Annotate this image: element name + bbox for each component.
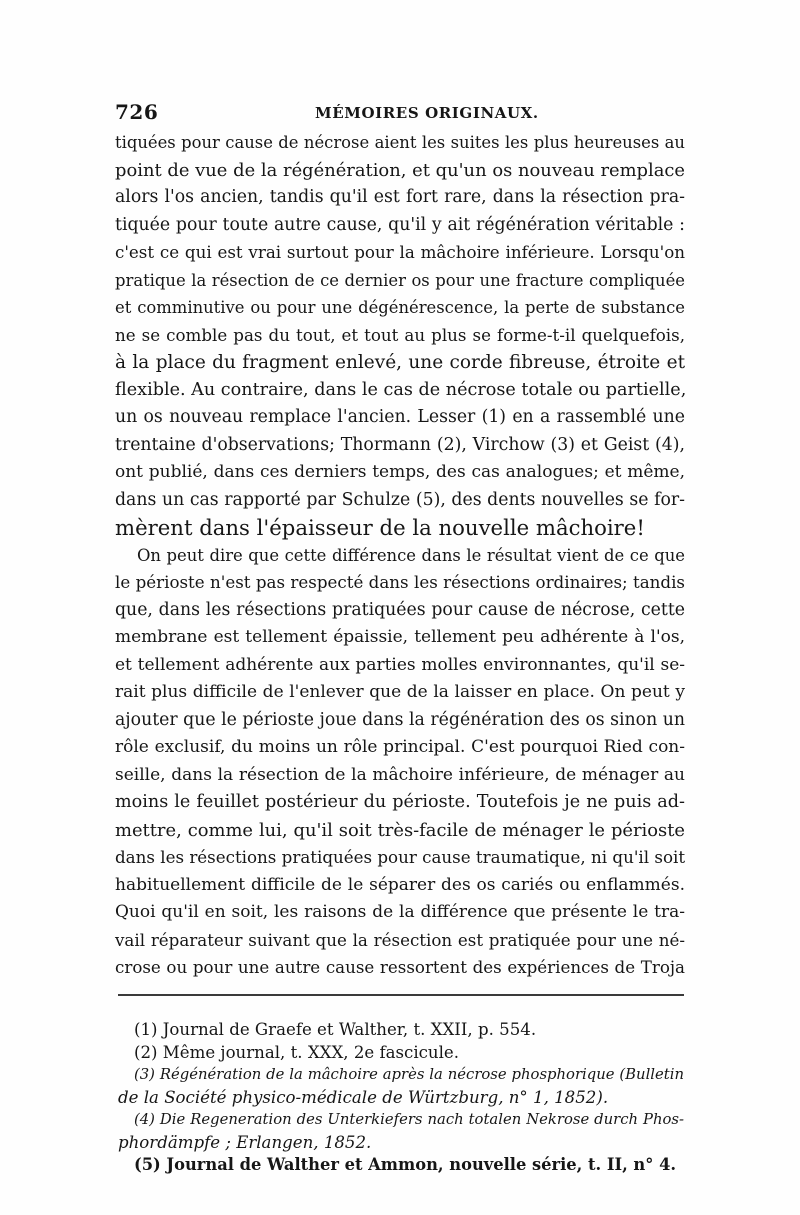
footnote-line: (2) Même journal, t. XXX, 2e fascicule.	[134, 1042, 460, 1062]
running-title: MÉMOIRES ORIGINAUX.	[315, 104, 539, 122]
body-line: moins le feuillet postérieur du périoste. Toutefois je ne puis ad-	[115, 792, 685, 812]
footnote-line: (4) Die Regeneration des Unterkiefers nach totalen Nekrose durch Phos-	[134, 1111, 684, 1128]
body-line: rôle exclusif, du moins un rôle principal. C'est pourquoi Ried con-	[115, 737, 685, 757]
body-line: pratique la résection de ce dernier os pour une fracture compliquée	[115, 270, 685, 290]
body-line: mèrent dans l'épaisseur de la nouvelle mâchoire!	[115, 515, 645, 540]
footnotes	[118, 1019, 684, 1177]
page-number: 726	[115, 100, 159, 124]
body-line: ne se comble pas du tout, et tout au plus se forme-t-il quelquefois,	[115, 324, 685, 345]
footnote-rule	[118, 994, 684, 996]
body-line: ont publié, dans ces derniers temps, des cas analogues; et même,	[115, 462, 685, 482]
body-line: membrane est tellement épaissie, tellement peu adhérente à l'os,	[115, 627, 685, 647]
body-line: mettre, comme lui, qu'il soit très-facile de ménager le périoste	[115, 819, 685, 841]
footnote-line: (3) Régénération de la mâchoire après la nécrose phosphorique (Bulletin	[134, 1066, 684, 1083]
body-line: le périoste n'est pas respecté dans les résections ordinaires; tandis	[115, 572, 685, 592]
body-line: trentaine d'observations; Thormann (2), Virchow (3) et Geist (4),	[115, 434, 685, 455]
body-line: flexible. Au contraire, dans le cas de nécrose totale ou partielle,	[115, 379, 687, 400]
body-line: alors l'os ancien, tandis qu'il est fort rare, dans la résection pra-	[115, 187, 685, 207]
footnote-line: (5) Journal de Walther et Ammon, nouvelle série, t. II, n° 4.	[134, 1155, 677, 1174]
body-line: habituellement difficile de le séparer des os cariés ou enflammés.	[115, 874, 685, 895]
page-header	[115, 100, 685, 128]
body-line: tiquée pour toute autre cause, qu'il y ait régénération véritable :	[115, 214, 685, 235]
footnote-line: (1) Journal de Graefe et Walther, t. XXII, p. 554.	[134, 1020, 537, 1039]
body-line: un os nouveau remplace l'ancien. Lesser (1) en a rassemblé une	[115, 407, 685, 427]
body-line: crose ou pour une autre cause ressortent des expériences de Troja	[115, 957, 685, 977]
footnote-line: phordämpfe ; Erlangen, 1852.	[118, 1132, 372, 1152]
footnote-line: de la Société physico-médicale de Würtzburg, n° 1, 1852).	[118, 1087, 609, 1107]
body-line: à la place du fragment enlevé, une corde fibreuse, étroite et	[115, 352, 685, 373]
body-line: dans les résections pratiquées pour cause traumatique, ni qu'il soit	[115, 847, 686, 867]
body-line: ajouter que le périoste joue dans la régénération des os sinon un	[115, 709, 685, 730]
body-line: rait plus difficile de l'enlever que de la laisser en place. On peut y	[115, 682, 685, 702]
body-line: Quoi qu'il en soit, les raisons de la différence que présente le tra-	[115, 902, 685, 922]
body-line: et tellement adhérente aux parties molles environnantes, qu'il se-	[115, 654, 685, 675]
body-line: c'est ce qui est vrai surtout pour la mâchoire inférieure. Lorsqu'on	[115, 242, 685, 262]
body-line: On peut dire que cette différence dans le résultat vient de ce que	[137, 545, 685, 565]
body-text	[115, 129, 685, 982]
body-line: dans un cas rapporté par Schulze (5), des dents nouvelles se for-	[115, 489, 685, 510]
body-line: seille, dans la résection de la mâchoire inférieure, de ménager au	[115, 764, 685, 785]
body-line: point de vue de la régénération, et qu'un os nouveau remplace	[115, 159, 685, 181]
body-line: et comminutive ou pour une dégénérescence, la perte de substance	[115, 298, 685, 317]
body-line: tiquées pour cause de nécrose aient les suites les plus heureuses au	[115, 133, 685, 152]
body-line: que, dans les résections pratiquées pour cause de nécrose, cette	[115, 599, 685, 620]
body-line: vail réparateur suivant que la résection est pratiquée pour une né-	[115, 929, 685, 950]
